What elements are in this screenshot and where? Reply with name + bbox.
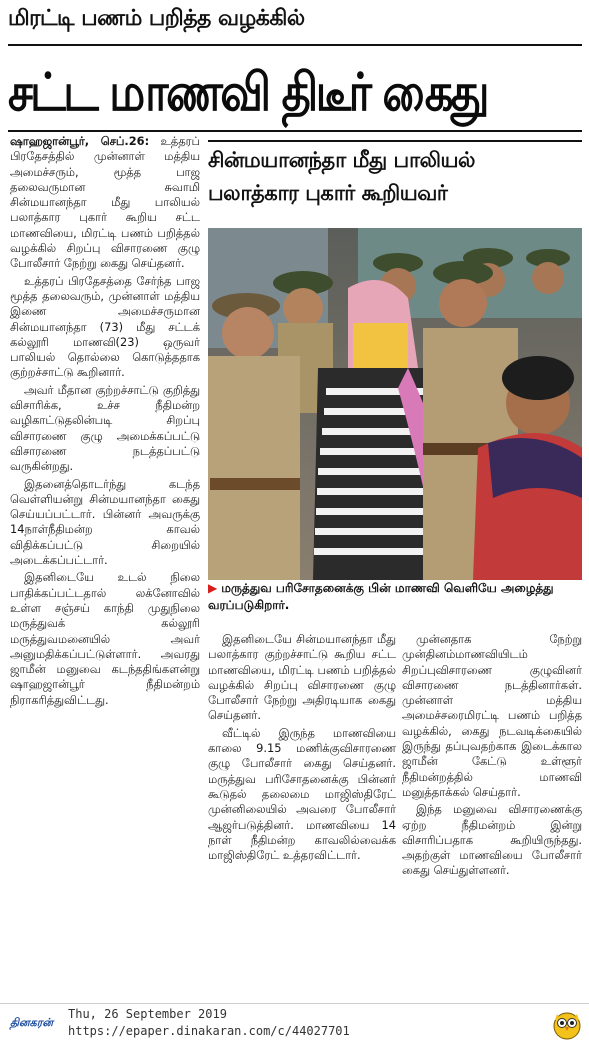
owl-mascot-icon[interactable]: [552, 1008, 582, 1040]
article-column-1: [10, 134, 200, 1000]
main-headline: சட்ட மாணவி திடீர் கைது: [8, 63, 487, 123]
caption-text: மருத்துவ பரிசோதனைக்கு பின் மாணவி வெளியே அழைத்து வரப்படுகிறார்.: [208, 581, 554, 612]
footer-divider: [0, 1003, 589, 1004]
edition-date: Thu, 26 September 2019: [68, 1007, 227, 1021]
paragraph: [10, 134, 200, 272]
dateline: ஷாஹஜான்பூர், செப்.26:: [10, 134, 150, 148]
paragraph: இதனிடையே சின்மயானந்தா மீது பலாத்கார குற்றச்சாட்டு கூறிய சட்ட மாணவியை, மிரட்டி பணம் பறித்தல் வழக்கில் சிறப்பு விசாரணை குழு போலீசார் நேற்று அதிரடியாக கைது செய்தனர்.: [208, 632, 396, 723]
paragraph: உத்தரப் பிரதேசத்தை சேர்ந்த பாஜ மூத்த தலைவரும், முன்னாள் மத்திய இணை அமைச்சருமான சின்மயானந்தா (73) மீது சட்டக் கல்லூரி மாணவி(23) ஒருவர் பாலியல் தொல்லை கொடுத்ததாக குற்றச்சாட்டு கூறினார்.: [10, 273, 200, 380]
paragraph-text: உத்தரப் பிரதேசத்தில் முன்னாள் மத்திய அமைச்சரும், மூத்த பாஜ தலைவருமான சுவாமி சின்மயானந்தா மீது பாலியல் பலாத்கார புகார் கூறிய சட்ட மாணவியை, மிரட்டி பணம் பறித்தல் வழக்கில் சிறப்பு விசாரணை குழு போலீசார் நேற்று கைது செய்தனர்.: [10, 134, 200, 271]
paragraph: இதனிடையே உடல் நிலை பாதிக்கப்பட்டதால் லக்னோவில் உள்ள சஞ்சய் காந்தி முதுநிலை மருத்துவக் கல்லூரி மருத்துவமனையில் அவர் அனுமதிக்கப்பட்டுள்ளார். அவரது ஜாமீன் மனுவை கடந்ததிங்களன்று ஷாஹஜான்பூர் நீதிமன்றம் நிராகரித்துவிட்டது.: [10, 570, 200, 707]
article-column-3: [402, 632, 582, 1002]
subheadline-line-1: சின்மயானந்தா மீது பாலியல்: [208, 148, 475, 172]
subheadline-line-2: பலாத்கார புகார் கூறியவர்: [208, 181, 448, 205]
paragraph: இந்த மனுவை விசாரணைக்கு ஏற்ற நீதிமன்றம் இன்று விசாரிப்பதாக கூறியிருந்தது. அதற்குள் மாணவியை போலீசார் கைது செய்துள்ளனர்.: [402, 802, 582, 878]
triangle-right-icon: ▶: [208, 581, 218, 595]
photo-caption: [208, 580, 582, 622]
paragraph: வீட்டில் இருந்த மாணவியை காலை 9.15 மணிக்குவிசாரணை குழு போலீசார் கைது செய்தனர். மருத்துவ பரிசோதனைக்கு பின்னர் கூடுதல் தலைமை மாஜிஸ்திரேட் முன்னிலையில் அவரை போலீசார் ஆஜர்படுத்தினர். மாணவியை 14 நாள் நீதிமன்ற காவலில்வைக்க மாஜிஸ்திரேட் உத்தரவிட்டார்.: [208, 725, 396, 863]
subheadline: [208, 140, 582, 218]
paragraph: முன்னதாக நேற்று முன்தினம்மாணவியிடம் சிறப்புவிசாரணை குழுவினர் விசாரணை நடத்தினார்கள். முன்னாள் மத்திய அமைச்சரைமிரட்டி பணம் பறித்த வழக்கில், கைது நடவடிக்கையில் இருந்து தப்புவதற்காக இடைக்கால ஜாமீன் கேட்டு உள்ளூர் நீதிமன்றத்தில் மாணவி மனுத்தாக்கல் செய்தார்.: [402, 632, 582, 799]
epaper-link[interactable]: https://epaper.dinakaran.com/c/44027701: [68, 1024, 350, 1038]
paragraph: இதனைத்தொடர்ந்து கடந்த வெள்ளியன்று சின்மயானந்தா கைது செய்யப்பட்டார். பின்னர் அவருக்கு 14நாள்நீதிமன்ற காவல் விதிக்கப்பட்டு சிறையில் அடைக்கப்பட்டார்.: [10, 476, 200, 568]
kicker-headline: மிரட்டி பணம் பறித்த வழக்கில்: [8, 6, 305, 31]
rule-under-headline: [8, 130, 582, 132]
news-photo: [208, 228, 582, 580]
article-column-2: [208, 632, 396, 1002]
paragraph: அவர் மீதான குற்றச்சாட்டு குறித்து விசாரிக்க, உச்ச நீதிமன்ற வழிகாட்டுதலின்படி சிறப்பு விசாரணை குழு அமைக்கப்பட்டு விசாரணை நடத்தப்பட்டு வருகின்றது.: [10, 382, 200, 474]
rule-top: [8, 44, 582, 46]
newspaper-logo[interactable]: தினகரன்: [10, 1016, 54, 1029]
photo-police-escort-illustration: [208, 228, 582, 580]
